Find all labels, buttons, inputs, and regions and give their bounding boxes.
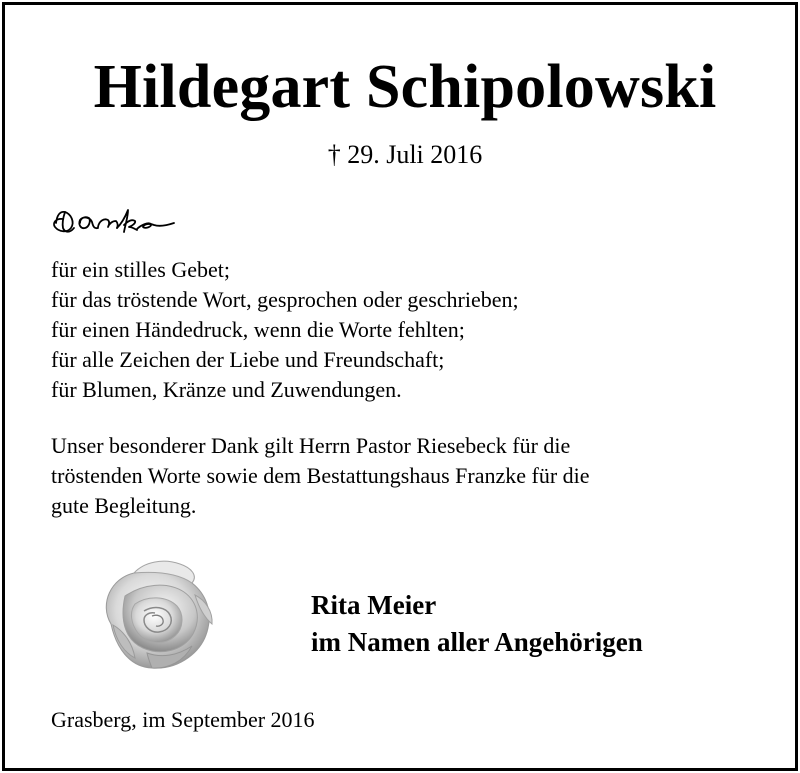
special-thanks-line: gute Begleitung. xyxy=(51,493,197,518)
special-thanks-line: tröstenden Worte sowie dem Bestattungshaus Franzke für die xyxy=(51,463,590,488)
death-date: † 29. Juli 2016 xyxy=(327,140,483,169)
thanks-line: für einen Händedruck, wenn die Worte fehlten; xyxy=(51,317,465,342)
thanks-line: für das tröstende Wort, gesprochen oder geschrieben; xyxy=(51,287,519,312)
notice-frame xyxy=(2,2,798,771)
special-thanks-paragraph xyxy=(51,431,751,521)
danke-heading xyxy=(49,200,189,242)
danke-heading-text xyxy=(189,200,190,201)
signature-block xyxy=(311,587,643,661)
place-date: Grasberg, im September 2016 xyxy=(51,707,315,732)
thanks-line: für Blumen, Kränze und Zuwendungen. xyxy=(51,377,402,402)
thanks-line: für alle Zeichen der Liebe und Freundschaft; xyxy=(51,347,445,372)
special-thanks-line: Unser besonderer Dank gilt Herrn Pastor Riesebeck für die xyxy=(51,433,571,458)
signatory-name: Rita Meier xyxy=(311,590,437,620)
thanks-line: für ein stilles Gebet; xyxy=(51,257,231,282)
thanks-list xyxy=(51,255,519,405)
signatory-role: im Namen aller Angehörigen xyxy=(311,627,643,657)
rose-icon xyxy=(91,550,233,682)
deceased-name: Hildegart Schipolowski xyxy=(93,53,717,121)
danke-script-signature xyxy=(49,200,189,242)
